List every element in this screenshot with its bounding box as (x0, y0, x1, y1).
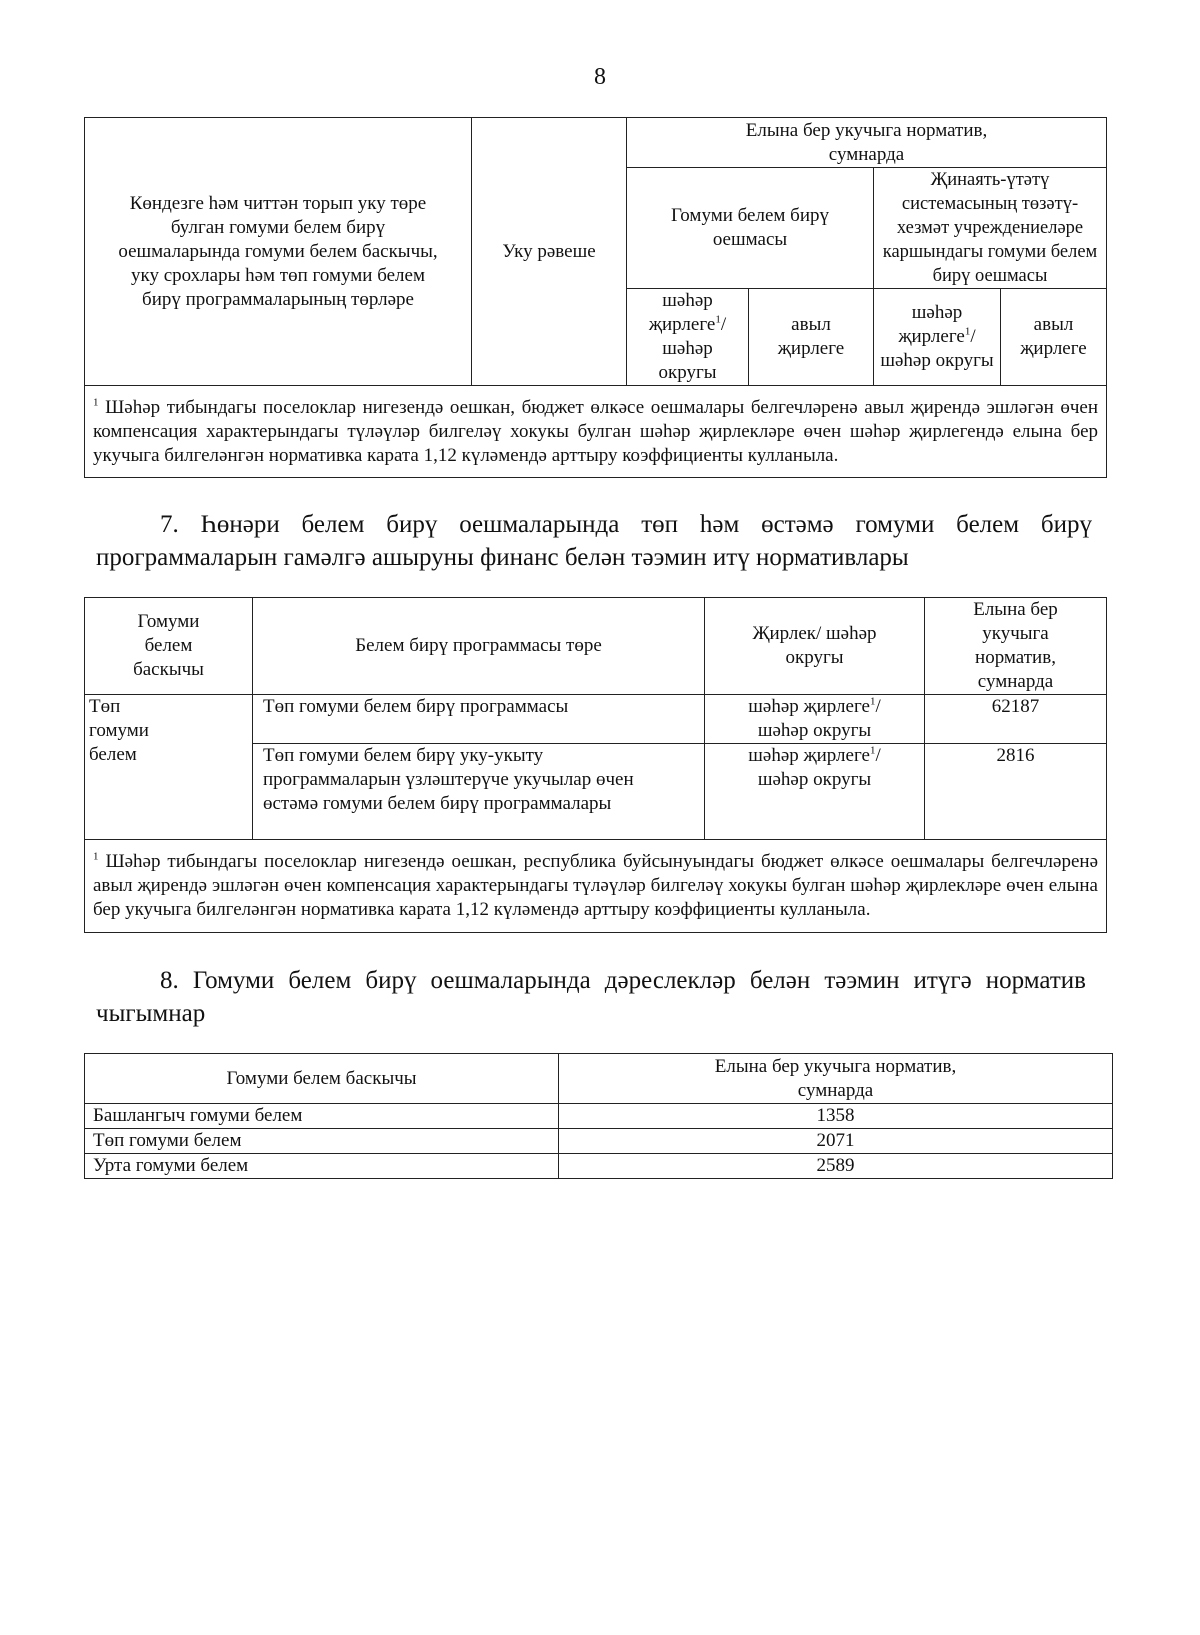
header-program-type: Белем бирү программасы төре (253, 598, 705, 695)
level-cell: Урта гомуми белем (85, 1154, 559, 1179)
header-rural-settlement-2: авыл җирлеге (1001, 289, 1107, 386)
header-normative: Елына бер укучыга норматив, сумнарда (925, 598, 1107, 695)
level-cell: Төп гомуми белем (85, 695, 253, 840)
header-education-level: Гомуми белем баскычы (85, 1054, 559, 1104)
table-normatives-general (84, 117, 1107, 478)
section7-heading: 7. Һөнәри белем бирү оешмаларында төп һәм өстәмә гомуми белем бирү программаларын гамәлгә ашыруны финанс белән тәэмин итү нормативлары (96, 511, 1092, 571)
header-general-school: Гомуми белем бирү оешмасы (627, 168, 874, 289)
table-textbook-normatives (84, 1053, 1113, 1179)
level-cell: Башлангыч гомуми белем (85, 1104, 559, 1129)
table1-footnote: $^1$ Шәһәр тибындагы поселоклар нигезендә оешкан, бюджет өлкәсе оешмалары белгечләренә авыл җирендә эшләгән өчен компенсация характерындагы түләүләр билгеләү хокукы булган шәһәр җирлекләре өчен шәһәр җирлегендә елына бер укучыга билгеләнгән нормативка карата 1,12 күләмендә арттыру коэффициенты кулланыла. (85, 386, 1107, 478)
table7-footnote: $^1$ Шәһәр тибындагы поселоклар нигезендә оешкан, республика буйсынуындагы бюджет өлкәсе оешмалары белгечләренә авыл җирендә эшләгән өчен компенсация характерындагы түләүләр билгеләү хокукы булган шәһәр җирлекләре өчен елына бер укучыга билгеләнгән нормативка карата 1,12 күләмендә арттыру коэффициенты кулланыла. (85, 840, 1107, 933)
header-settlement: Җирлек/ шәһәр округы (705, 598, 925, 695)
header-city-settlement-2: шәһәр җирлеге$^1$/ шәһәр округы (874, 289, 1001, 386)
settlement-cell: шәһәр җирлеге$^1$/ шәһәр округы (705, 695, 925, 744)
header-education-level: Гомуми белем баскычы (85, 598, 253, 695)
normative-value-cell: 2816 (925, 744, 1107, 840)
normative-value-cell: 62187 (925, 695, 1107, 744)
header-normative-group: Елына бер укучыга норматив, сумнарда (627, 118, 1107, 168)
normative-value-cell: 1358 (559, 1104, 1113, 1129)
header-normative: Елына бер укучыга норматив, сумнарда (559, 1054, 1113, 1104)
page-number: 8 (594, 64, 606, 90)
section8-heading: 8. Гомуми белем бирү оешмаларында дәреслекләр белән тәэмин итүгә норматив чыгымнар (96, 967, 1086, 1027)
level-cell: Төп гомуми белем (85, 1129, 559, 1154)
program-cell: Төп гомуми белем бирү программасы (253, 695, 705, 744)
normative-value-cell: 2071 (559, 1129, 1113, 1154)
header-correctional-school: Җинаять-үтәтү системасының төзәтү-хезмәт учреждениеләре каршындагы гомуми белем бирү оешмасы (874, 168, 1107, 289)
program-cell: Төп гомуми белем бирү уку-укыту программаларын үзләштерүче укучылар өчен өстәмә гомуми белем бирү программалары (253, 744, 705, 840)
header-education-types: Көндезге һәм читтән торып уку төре булган гомуми белем бирү оешмаларында гомуми белем баскычы, уку срохлары һәм төп гомуми белем бирү программаларының төрләре (85, 118, 472, 386)
table-vocational-normatives (84, 597, 1107, 933)
settlement-cell: шәһәр җирлеге$^1$/ шәһәр округы (705, 744, 925, 840)
header-city-settlement-1: шәһәр җирлеге$^1$/ шәһәр округы (627, 289, 749, 386)
header-study-form: Уку рәвеше (472, 118, 627, 386)
header-rural-settlement-1: авыл җирлеге (749, 289, 874, 386)
normative-value-cell: 2589 (559, 1154, 1113, 1179)
